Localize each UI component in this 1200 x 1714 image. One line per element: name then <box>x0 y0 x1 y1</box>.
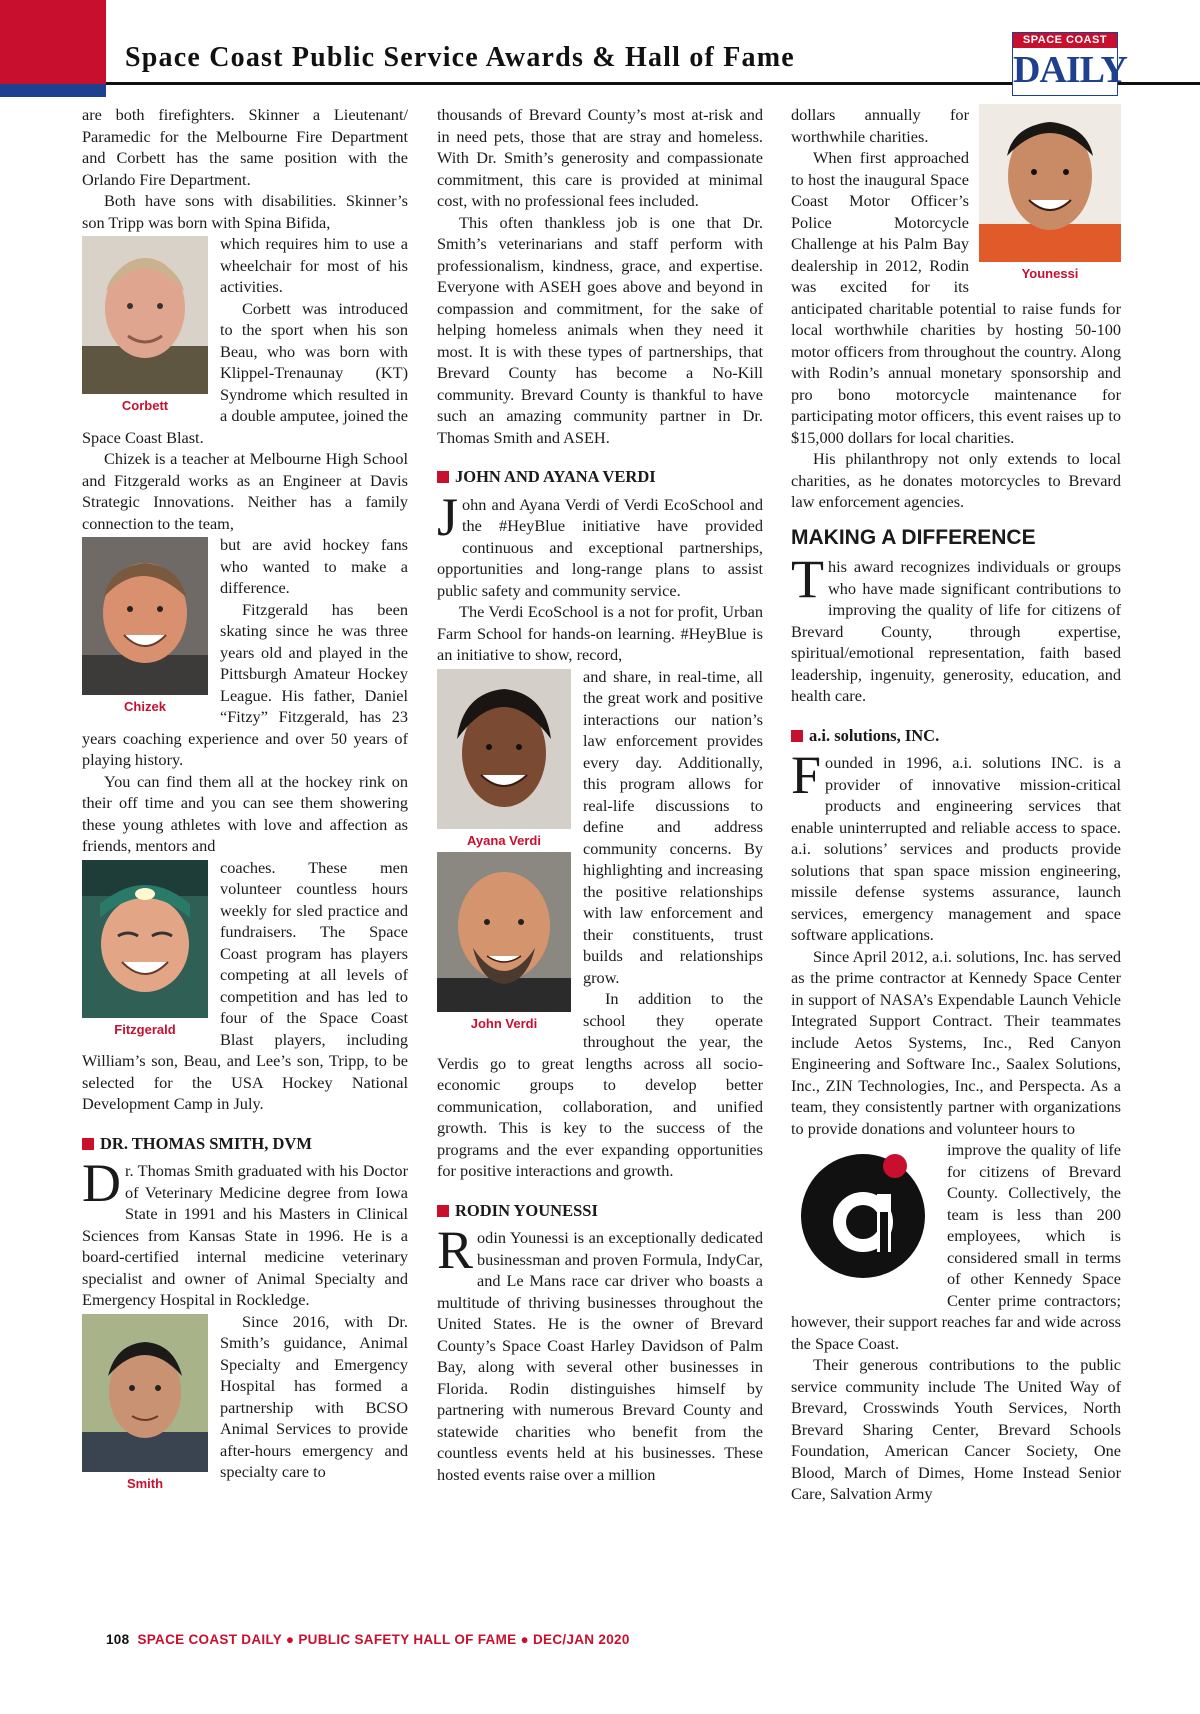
paragraph: This award recognizes individuals or groups who have made significant contributions to improving the quality of life for citizens of Brevard County, through expertise, spiritual/emotional representation, faith based leadership, ingenuity, generosity, education, and health care. <box>791 549 1121 705</box>
paragraph: Fitzgerald has been skating since he was three years old and played in the Pittsburgh Amateur Hockey League. His father, Daniel “Fitzy” Fitzgerald, has 23 years coaching experience and over 50 years of playing history. <box>82 599 408 769</box>
red-square-icon <box>437 471 449 483</box>
logo-top-text: SPACE COAST <box>1013 33 1117 48</box>
page-title: Space Coast Public Service Awards & Hall of Fame <box>125 42 795 73</box>
portrait-image <box>82 236 208 394</box>
photo-chizek <box>82 537 208 714</box>
logo-main-text: DAILY <box>1013 49 1127 91</box>
paragraph: When first approached to host the inaugural Space Coast Motor Officer’s Police Motorcycle Challenge at his Palm Bay dealership in 2012, Rodin was excited for its anticipated charitable potential to raise funds for local worthwhile charities by hosting 50-100 motor officers from throughout the country. Along with Rodin’s annual monetary sponsorship and pro bono motorcycle maintenance for participating motor officers, this event raises up to $15,000 dollars for local charities. <box>791 148 1121 447</box>
red-square-icon <box>791 730 803 742</box>
section-heading: RODIN YOUNESSI <box>437 1200 763 1222</box>
paragraph: You can find them all at the hockey rink on their off time and you can see them showering these young athletes with love and affection as friends, mentors and <box>82 771 408 855</box>
photo-younessi <box>979 104 1121 281</box>
paragraph: improve the quality of life for citizens of Brevard County. Collectively, the team is less than 200 employees, which is considered small in terms of other Kennedy Space Center prime contractors; however, their support reaches far and wide across the Space Coast. <box>791 1140 1121 1353</box>
portrait-image <box>82 1314 208 1472</box>
photo-caption: Smith <box>126 1475 164 1491</box>
paragraph: Corbett was introduced to the sport when his son Beau, who was born with Klippel-Trenaunay (KT) Syndrome which resulted in a double amputee, joined the Space Coast Blast. <box>82 298 408 447</box>
column-3 <box>791 104 1121 1505</box>
paragraph: Since April 2012, a.i. solutions, Inc. has served as the prime contractor at Kennedy Space Center in support of NASA’s Expendable Launch Vehicle Integrated Support Contract. Their teammates include Aetos Systems, Inc., Red Canyon Engineering and Software Inc., Saalex Solutions, Inc., ZIN Technologies, Inc., and Perspecta. As a team, they consistently partner with organizations to provide donations and volunteer hours to <box>791 946 1121 1138</box>
portrait-image <box>82 860 208 1018</box>
paragraph: Founded in 1996, a.i. solutions INC. is a provider of innovative mission-critical products and engineering services that enable uninterrupted and reliable access to space. a.i. solutions’ services and products provide solutions that span space mission engineering, missile defense systems assurance, launch services, emergency management and space software applications. <box>791 745 1121 944</box>
paragraph: Dr. Thomas Smith graduated with his Doctor of Veterinary Medicine degree from Iowa State in 1991 and his Masters in Clinical Sciences from Kansas State in 1996. He is a board-certified internal medicine veterinary specialist and owner of Animal Specialty and Emergency Hospital in Rockledge. <box>82 1153 408 1309</box>
paragraph: but are avid hockey fans who wanted to make a difference. <box>220 535 408 597</box>
paragraph: coaches. These men volunteer countless hours weekly for sled practice and fundraisers. The Space Coast program has players competing at all levels of competition and has led to four of the Space Coast Blast players, including William’s son, Beau, and Lee’s son, Tripp, to be selected for the USA Hockey National Development Camp in July. <box>82 857 408 1113</box>
portrait-image <box>82 537 208 695</box>
red-square-icon <box>437 1205 449 1217</box>
photo-fitzgerald <box>82 860 208 1037</box>
paragraph: His philanthropy not only extends to local charities, as he donates motorcycles to Brevard law enforcement agencies. <box>791 449 1121 511</box>
section-heading: DR. THOMAS SMITH, DVM <box>82 1133 408 1155</box>
paragraph: In addition to the school they operate throughout the year, the Verdis go to great lengths across all socio-economic groups to develop better communication, collaboration, and unified growth. This is key to the success of the programs and the ever expanding opportunities for positive interactions and growth. <box>437 989 763 1180</box>
paragraph: dollars annually for worthwhile charities. <box>791 105 969 146</box>
footer-text: SPACE COAST DAILY ● PUBLIC SAFETY HALL OF FAME ● DEC/JAN 2020 <box>137 1632 630 1647</box>
section-heading: MAKING A DIFFERENCE <box>791 525 1036 549</box>
photo-caption: Ayana Verdi <box>467 832 541 848</box>
paragraph: John and Ayana Verdi of Verdi EcoSchool and the #HeyBlue initiative have provided continuous and exceptional partnerships, opportunities and long-range plans to assist public safety and community service. <box>437 486 763 600</box>
corner-red-block <box>0 0 106 84</box>
paragraph: and share, in real-time, all the great work and positive interactions our nation’s law enforcement provides every day. Additionally, this program allows for real-life discussions to define and address community concerns. By highlighting and increasing the positive relationships with law enforcement and their constituents, trust builds and relationships grow. <box>583 666 763 987</box>
paragraph: thousands of Brevard County’s most at-risk and in need pets, those that are stray and homeless. With Dr. Smith’s generosity and compassionate commitment, this care is provided at minimal cost, with no professional fees included. <box>437 105 763 210</box>
paragraph: Since 2016, with Dr. Smith’s guidance, Animal Specialty and Emergency Hospital has formed a partnership with BCSO Animal Services to provide after-hours emergency and specialty care to <box>220 1311 408 1481</box>
column-1 <box>82 104 408 1495</box>
paragraph: Their generous contributions to the public service community include The United Way of Brevard, Crosswinds Youth Services, North Brevard Sharing Center, Brevard Schools Foundation, American Cancer Society, One Blood, March of Dimes, Home Instead Senior Care, Salvation Army <box>791 1355 1121 1503</box>
paragraph: Chizek is a teacher at Melbourne High School and Fitzgerald works as an Engineer at Davis Strategic Innovations. Neither has a family connection to the team, <box>82 449 408 533</box>
photo-caption: Corbett <box>121 398 169 413</box>
ai-solutions-logo <box>791 1142 935 1286</box>
portrait-image <box>437 852 571 1012</box>
paragraph: Both have sons with disabilities. Skinner’s son Tripp was born with Spina Bifida, <box>82 191 408 232</box>
page-footer <box>106 1632 630 1647</box>
paragraph: Rodin Younessi is an exceptionally dedicated businessman and proven Formula, IndyCar, and Le Mans race car driver who boasts a multitude of thriving businesses throughout the United States. He is the owner of Brevard County’s Space Coast Harley Davidson of Palm Bay, along with several other businesses in Florida. Rodin distinguishes himself by partnering with numerous Brevard County and statewide charities who benefit from the countless events held at his businesses. These hosted events raise over a million <box>437 1220 763 1484</box>
portrait-image <box>979 104 1121 262</box>
paragraph: This often thankless job is one that Dr. Smith’s veterinarians and staff perform with professionalism, kindness, grace, and expertise. Everyone with ASEH goes above and beyond in compassion and commitment, for the sake of helping homeless animals when they need it most. It is with these types of partnerships, that Brevard County has become a No-Kill community. Brevard County is thankful to have such an amazing community partner in Dr. Thomas Smith and ASEH. <box>437 212 763 447</box>
ai-solutions-logo-icon <box>791 1142 935 1286</box>
page-number: 108 <box>106 1632 130 1647</box>
photo-corbett <box>82 236 208 413</box>
space-coast-daily-logo <box>1012 32 1127 96</box>
photo-caption: John Verdi <box>470 1015 538 1031</box>
photo-caption: Fitzgerald <box>114 1021 176 1037</box>
red-square-icon <box>82 1138 94 1150</box>
section-heading: a.i. solutions, INC. <box>791 725 1121 747</box>
column-2 <box>437 104 763 1485</box>
corner-blue-stripe <box>0 84 106 97</box>
paragraph: The Verdi EcoSchool is a not for profit, Urban Farm School for hands-on learning. #HeyBlue is an initiative to show, record, <box>437 602 763 664</box>
section-heading: JOHN AND AYANA VERDI <box>437 466 763 488</box>
paragraph: which requires him to use a wheelchair for most of his activities. <box>220 234 408 296</box>
photo-smith <box>82 1314 208 1491</box>
photo-caption: Younessi <box>1021 266 1079 281</box>
photo-caption: Chizek <box>124 699 166 714</box>
paragraph: are both firefighters. Skinner a Lieutenant/ Paramedic for the Melbourne Fire Department and Corbett has the same position with the Orlando Fire Department. <box>82 105 408 189</box>
photo-verdi-pair <box>437 669 571 1031</box>
portrait-image <box>437 669 571 829</box>
